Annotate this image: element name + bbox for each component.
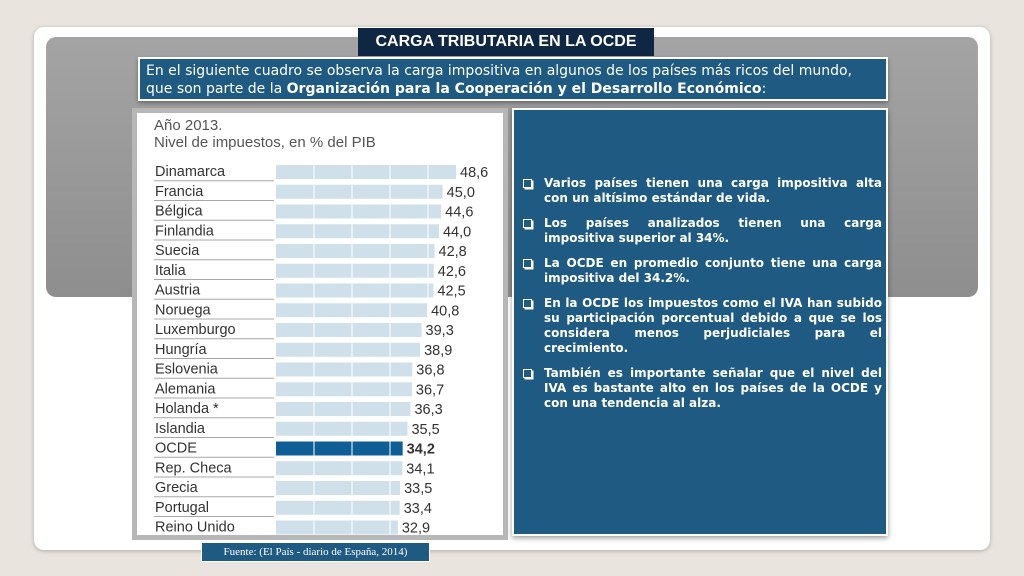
category-label: Alemania (155, 381, 216, 398)
value-label: 42,6 (437, 263, 467, 280)
bar (276, 422, 407, 436)
value-label: 42,5 (437, 283, 466, 300)
checkbox-bullet-icon (523, 219, 532, 228)
category-label: Reino Unido (155, 519, 235, 535)
category-label: Suecia (155, 243, 200, 259)
checkbox-bullet-icon (523, 259, 532, 268)
bar (276, 481, 400, 495)
bar (276, 205, 441, 219)
category-label: Italia (155, 262, 186, 279)
bullet-text: También es importante señalar que el nivel del IVA es bastante alto en los países de la OCDE y con una tendencia al alza. (544, 366, 882, 410)
category-label: Portugal (155, 499, 210, 516)
bullet-text: Los países analizados tienen una carga impositiva superior al 34%. (544, 216, 882, 245)
bar (276, 224, 439, 238)
value-label: 36,3 (414, 402, 443, 418)
category-label: OCDE (155, 440, 197, 457)
value-label: 44,6 (445, 204, 474, 221)
slide-title: CARGA TRIBUTARIA EN LA OCDE (358, 28, 654, 56)
value-label: 45,0 (446, 184, 475, 201)
bullet-text: La OCDE en promedio conjunto tiene una carga impositiva del 34.2%. (544, 256, 882, 285)
bullet-item (520, 366, 882, 411)
bar (276, 264, 434, 278)
bullet-item (520, 256, 882, 286)
value-label: 33,4 (403, 500, 432, 517)
value-label: 40,8 (431, 303, 460, 320)
bar (276, 461, 402, 475)
tax-burden-chart (137, 113, 503, 535)
value-label: 44,0 (442, 224, 472, 241)
checkbox-bullet-icon (523, 369, 532, 378)
bar (276, 501, 400, 515)
chart-title: Año 2013. (154, 117, 223, 134)
chart-subtitle: Nivel de impuestos, en % del PIB (154, 134, 376, 151)
category-label: Bélgica (155, 203, 203, 220)
category-label: Francia (155, 183, 204, 200)
checkbox-bullet-icon (523, 299, 532, 308)
category-label: Eslovenia (155, 361, 218, 378)
bar (276, 323, 422, 337)
bar (276, 521, 398, 535)
bar (276, 442, 403, 456)
bar (276, 343, 420, 357)
source-citation: Fuente: (El País - diario de España, 2014) (201, 542, 430, 562)
value-label: 34,1 (406, 461, 435, 478)
bar (276, 382, 412, 396)
checkbox-bullet-icon (523, 179, 532, 188)
bar (276, 284, 433, 298)
intro-end: : (761, 81, 767, 97)
intro-text: En el siguiente cuadro se observa la carga impositiva en algunos de los países más ricos del mundo, que son parte de la (146, 63, 853, 97)
category-label: Islandia (155, 420, 205, 437)
value-label: 32,9 (401, 520, 431, 535)
value-label: 36,7 (415, 382, 445, 399)
value-label: 38,9 (424, 342, 453, 359)
category-label: Holanda * (155, 401, 219, 417)
value-label: 33,5 (404, 481, 433, 497)
bullet-text: Varios países tienen una carga impositiva alta con un altísimo estándar de vida. (544, 176, 882, 205)
value-label: 48,6 (460, 165, 489, 181)
bar (276, 244, 435, 258)
bar (276, 165, 456, 179)
bar (276, 185, 443, 199)
category-label: Dinamarca (155, 164, 226, 180)
bullet-item (520, 216, 882, 246)
value-label: 36,8 (416, 362, 445, 379)
category-label: Noruega (155, 302, 211, 319)
category-label: Luxemburgo (155, 322, 236, 338)
intro-bold-text: Organización para la Cooperación y el Desarrollo Económico (286, 81, 762, 97)
category-label: Rep. Checa (155, 460, 232, 477)
value-label: 39,3 (425, 323, 454, 339)
bullet-text: En la OCDE los impuestos como el IVA han subido su participación porcentual debido a que se los considera menos perjudiciales para el crecimiento. (544, 296, 882, 355)
bullets-list (520, 176, 882, 421)
category-label: Hungría (155, 341, 207, 358)
bullets-panel (512, 108, 888, 536)
category-label: Grecia (155, 480, 198, 496)
intro-text-box (138, 57, 888, 101)
value-label: 35,5 (411, 421, 440, 438)
value-label: 42,8 (438, 244, 467, 260)
value-label: 34,2 (406, 441, 435, 458)
tax-chart-panel (132, 108, 508, 540)
bullet-item (520, 296, 882, 356)
bullet-item (520, 176, 882, 206)
category-label: Austria (155, 282, 201, 299)
bar (276, 363, 412, 377)
category-label: Finlandia (155, 223, 214, 240)
